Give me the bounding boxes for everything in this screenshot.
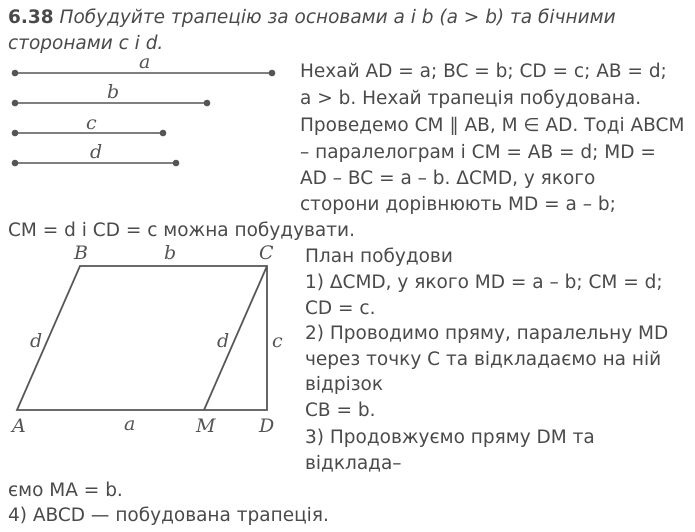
side-cm-label: d xyxy=(217,330,230,352)
bottom-line-1: ємо MA = b. xyxy=(8,480,123,501)
vertex-a-label: A xyxy=(12,415,26,437)
plan-line-5: відрізок xyxy=(305,374,384,395)
segment-c-label: c xyxy=(86,112,97,134)
side-cd-label: c xyxy=(272,330,283,352)
plan-line-6: CB = b. xyxy=(305,400,376,421)
trapezoid-abcd xyxy=(17,266,267,410)
segment-cm xyxy=(204,266,267,410)
side-ab-label: d xyxy=(30,330,43,352)
segment-b-label: b xyxy=(107,81,120,103)
vertex-b-label: B xyxy=(74,242,88,264)
vertex-c-label: C xyxy=(259,242,274,264)
side-am-label: a xyxy=(124,413,136,435)
problem-statement-line1: Побудуйте трапецію за основами a і b (a > b) та бічними xyxy=(59,7,616,28)
solution-line-2: a > b. Нехай трапеція побудована. xyxy=(300,88,642,109)
vertex-d-label: D xyxy=(259,415,275,437)
segment-d-label: d xyxy=(90,141,103,163)
problem-number: 6.38 xyxy=(8,7,54,28)
solution-line-6: сторони дорівнюють MD = a – b; xyxy=(300,194,616,215)
segment-a-label: a xyxy=(139,51,151,73)
bottom-line-2: 4) ABCD — побудована трапеція. xyxy=(8,505,329,526)
solution-full-line: CM = d і CD = c можна побудувати. xyxy=(8,220,355,241)
solution-line-4: – паралелограм і CM = AB = d; MD = xyxy=(300,142,656,163)
plan-line-1: 1) ΔCMD, у якого MD = a – b; CM = d; xyxy=(305,272,663,293)
vertex-m-label: M xyxy=(196,415,216,437)
solution-line-1: Нехай AD = a; BC = b; CD = c; AB = d; xyxy=(300,61,667,82)
plan-line-2: CD = c. xyxy=(305,298,376,319)
plan-line-3: 2) Проводимо пряму, паралельну MD xyxy=(305,323,669,344)
problem-statement-line2: сторонами c і d. xyxy=(8,33,164,54)
side-bc-label: b xyxy=(164,242,177,264)
plan-line-7: 3) Продовжуємо пряму DM та xyxy=(305,427,595,448)
plan-title: План побудови xyxy=(305,246,453,267)
solution-line-3: Проведемо CM ∥ AB, M ∈ AD. Тоді ABCM xyxy=(300,115,685,136)
solution-line-5: AD – BC = a – b. ΔCMD, у якого xyxy=(300,168,596,189)
plan-line-4: через точку C та відкладаємо на ній xyxy=(305,349,662,370)
plan-line-8: відклада– xyxy=(305,453,402,474)
